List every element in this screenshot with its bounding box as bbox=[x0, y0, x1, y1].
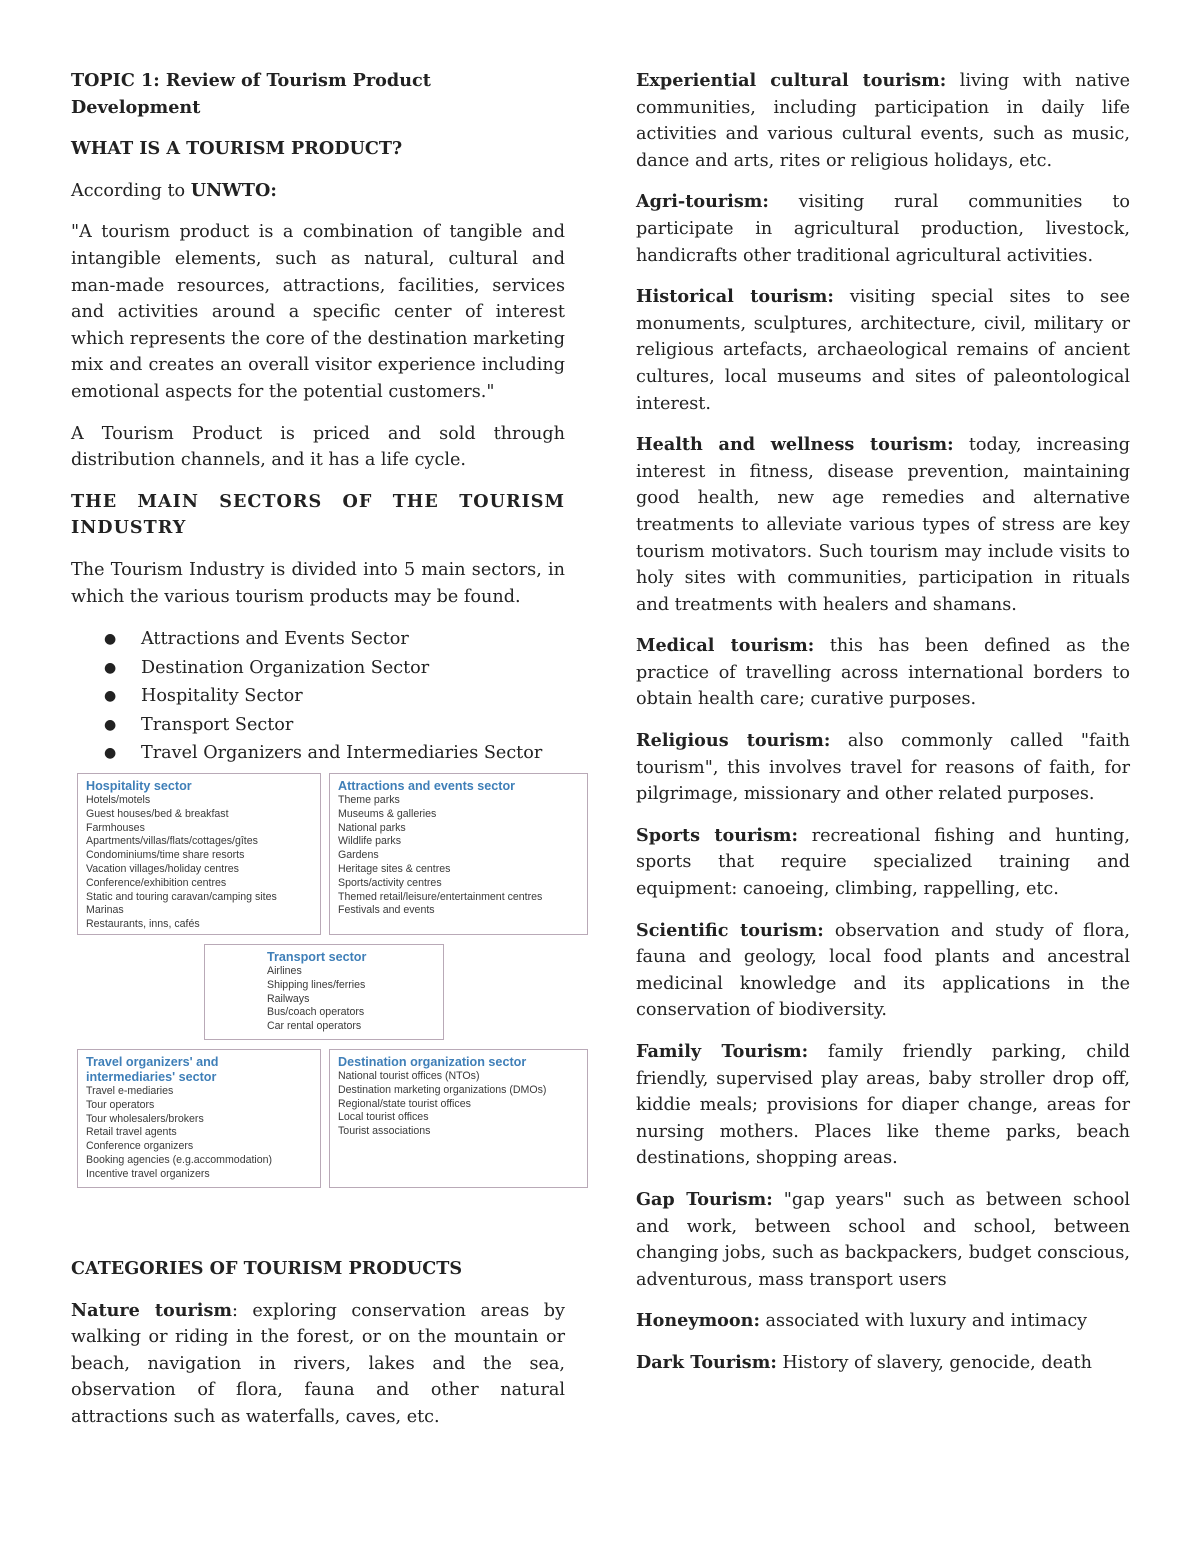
right-column bbox=[636, 68, 1130, 1392]
category-entry bbox=[636, 728, 1130, 808]
box-item: Tour wholesalers/brokers bbox=[86, 1112, 204, 1125]
left-column bbox=[71, 68, 565, 768]
category-desc: History of slavery, genocide, death bbox=[776, 1352, 1092, 1373]
category-entry bbox=[636, 68, 1130, 174]
according-org: UNWTO: bbox=[190, 179, 277, 201]
box-item: Retail travel agents bbox=[86, 1126, 177, 1139]
sectors-heading: THE MAIN SECTORS OF THE TOURISM INDUSTRY bbox=[71, 490, 565, 539]
category-desc: associated with luxury and intimacy bbox=[759, 1311, 1088, 1332]
box-item: Wildlife parks bbox=[338, 835, 401, 848]
box-item: Hotels/motels bbox=[86, 794, 151, 806]
box-item: Bus/coach operators bbox=[267, 1006, 365, 1019]
category-desc: living with native communities, including participation in daily life activities and various cultural events, such as music, dance and arts, rites or religious holidays, etc. bbox=[636, 71, 1130, 171]
sector-label: Destination Organization Sector bbox=[141, 657, 430, 678]
category-term: Scientific tourism: bbox=[636, 919, 824, 941]
box-item: Festivals and events bbox=[338, 904, 435, 917]
category-desc: visiting rural communities to participate in agricultural production, livestock, handicrafts other traditional agricultural activities. bbox=[636, 192, 1130, 266]
category-entry bbox=[636, 1350, 1130, 1377]
bullet-icon: ● bbox=[104, 631, 117, 648]
box-item: Conference/exhibition centres bbox=[86, 876, 227, 889]
topic-title: TOPIC 1: Review of Tourism Product Development bbox=[71, 70, 431, 118]
box-item: Guest houses/bed & breakfast bbox=[86, 807, 229, 820]
category-term: Health and wellness tourism: bbox=[636, 434, 954, 456]
box-item: Theme parks bbox=[338, 794, 400, 806]
box-item: National parks bbox=[338, 821, 406, 834]
box-item: Travel e-mediaries bbox=[86, 1085, 174, 1097]
box-item: Tourist associations bbox=[338, 1125, 431, 1138]
sector-label: Hospitality Sector bbox=[141, 686, 303, 707]
box-title: Attractions and events sector bbox=[338, 779, 516, 793]
box-item: Conference organizers bbox=[86, 1140, 194, 1153]
box-item: Incentive travel organizers bbox=[86, 1167, 210, 1180]
list-item bbox=[71, 711, 565, 740]
according-line bbox=[71, 178, 565, 205]
box-item: Destination marketing organizations (DMOs) bbox=[338, 1083, 547, 1096]
according-prefix: According to bbox=[71, 180, 191, 201]
box-item: Car rental operators bbox=[267, 1020, 362, 1033]
box-item: National tourist offices (NTOs) bbox=[338, 1070, 480, 1082]
sectors-diagram bbox=[77, 773, 589, 1189]
category-term: Sports tourism: bbox=[636, 824, 798, 846]
bullet-icon: ● bbox=[104, 745, 117, 762]
category-term: Gap Tourism: bbox=[636, 1188, 773, 1210]
category-entry bbox=[636, 1308, 1130, 1335]
box-item: Themed retail/leisure/entertainment centres bbox=[338, 890, 543, 903]
list-item bbox=[71, 739, 565, 768]
category-entry bbox=[636, 823, 1130, 903]
box-item: Local tourist offices bbox=[338, 1111, 429, 1124]
definition-quote: "A tourism product is a combination of tangible and intangible elements, such as natural, cultural and man-made resources, attractions, facilities, services and activities around a specific center of interest which represents the core of the destination marketing mix and creates an overall visitor experience including emotional aspects for the potential customers." bbox=[71, 222, 565, 402]
category-term: Experiential cultural tourism: bbox=[636, 70, 947, 91]
sectors-list bbox=[71, 625, 565, 768]
category-entry bbox=[636, 1187, 1130, 1293]
category-term: Dark Tourism: bbox=[636, 1351, 777, 1373]
box-title: Destination organization sector bbox=[338, 1055, 527, 1069]
category-desc: : exploring conservation areas by walking or riding in the forest, or on the mountain or beach, navigation in rivers, lakes and the sea, observation of flora, fauna and other natural attractions such as waterfalls, caves, etc. bbox=[71, 1300, 565, 1427]
category-term: Agri-tourism: bbox=[636, 191, 769, 213]
box-title: Travel organizers' and bbox=[86, 1055, 219, 1069]
category-term: Religious tourism: bbox=[636, 730, 831, 752]
category-term: Nature tourism bbox=[71, 1299, 232, 1321]
category-desc: visiting special sites to see monuments, sculptures, architecture, civil, military or religious artefacts, archaeological remains of ancient cultures, local museums and sites of paleontological interest. bbox=[636, 287, 1130, 414]
attractions-sector-box bbox=[329, 773, 588, 935]
hospitality-sector-box bbox=[77, 773, 321, 935]
category-term: Honeymoon: bbox=[636, 1310, 760, 1332]
category-desc: this has been defined as the practice of travelling across international borders to obtain health care; curative purposes. bbox=[636, 636, 1131, 710]
box-title: intermediaries' sector bbox=[86, 1070, 217, 1084]
category-entry bbox=[636, 1039, 1130, 1172]
box-item: Gardens bbox=[338, 849, 379, 862]
bullet-icon: ● bbox=[104, 716, 117, 733]
destination-sector-box bbox=[329, 1049, 588, 1188]
category-desc: recreational fishing and hunting, sports that require specialized training and equipment: canoeing, climbing, rappelling, etc. bbox=[636, 825, 1130, 900]
category-entry bbox=[636, 633, 1130, 713]
box-item: Museums & galleries bbox=[338, 807, 437, 820]
bullet-icon: ● bbox=[104, 659, 117, 676]
box-item: Tour operators bbox=[86, 1098, 155, 1111]
category-entry bbox=[636, 189, 1130, 269]
travel-organizers-sector-box bbox=[77, 1049, 321, 1188]
box-item: Shipping lines/ferries bbox=[267, 978, 366, 991]
category-entry bbox=[636, 284, 1130, 417]
list-item bbox=[71, 654, 565, 683]
category-entry bbox=[636, 432, 1130, 618]
priced-paragraph: A Tourism Product is priced and sold through distribution channels, and it has a life cycle. bbox=[71, 423, 565, 471]
category-desc: family friendly parking, child friendly, supervised play areas, baby stroller drop off, kiddie meals; provisions for diaper change, areas for nursing mothers. Places like theme parks, beach destinations, shopping areas. bbox=[636, 1042, 1130, 1169]
box-item: Marinas bbox=[86, 904, 124, 917]
list-item bbox=[71, 625, 565, 654]
box-item: Airlines bbox=[267, 965, 302, 977]
category-term: Family Tourism: bbox=[636, 1041, 809, 1062]
category-desc: today, increasing interest in fitness, disease prevention, maintaining good health, new age remedies and alternative treatments to alleviate various types of stress are key tourism motivators. Such tourism may include visits to holy sites with communities, participation in rituals and treatments with healers and shamans. bbox=[636, 435, 1130, 615]
box-item: Sports/activity centres bbox=[338, 876, 442, 889]
category-term: Historical tourism: bbox=[636, 286, 834, 308]
sectors-intro: The Tourism Industry is divided into 5 main sectors, in which the various tourism products may be found. bbox=[71, 559, 565, 607]
category-desc: also commonly called "faith tourism", this involves travel for reasons of faith, for pilgrimage, missionary and other related purposes. bbox=[636, 731, 1130, 805]
transport-sector-box bbox=[204, 944, 444, 1040]
category-desc: "gap years" such as between school and work, between school and school, between changing jobs, such as backpackers, budget conscious, adventurous, mass transport users bbox=[636, 1189, 1130, 1290]
category-term: Medical tourism: bbox=[636, 635, 815, 657]
bullet-icon: ● bbox=[104, 688, 117, 705]
sector-label: Travel Organizers and Intermediaries Sector bbox=[141, 743, 543, 764]
list-item bbox=[71, 682, 565, 711]
what-heading: WHAT IS A TOURISM PRODUCT? bbox=[71, 138, 403, 160]
box-title: Hospitality sector bbox=[86, 779, 192, 793]
categories-heading: CATEGORIES OF TOURISM PRODUCTS bbox=[71, 1258, 463, 1279]
box-item: Railways bbox=[267, 992, 310, 1005]
box-item: Vacation villages/holiday centres bbox=[86, 862, 239, 875]
box-item: Condominiums/time share resorts bbox=[86, 849, 245, 862]
box-item: Heritage sites & centres bbox=[338, 862, 451, 875]
box-item: Booking agencies (e.g.accommodation) bbox=[86, 1153, 273, 1166]
nature-tourism-paragraph bbox=[71, 1298, 565, 1431]
sector-label: Attractions and Events Sector bbox=[141, 629, 409, 650]
box-title: Transport sector bbox=[267, 950, 367, 964]
box-item: Apartments/villas/flats/cottages/gîtes bbox=[86, 835, 258, 848]
categories-section bbox=[71, 1256, 565, 1446]
category-desc: observation and study of flora, fauna and geology, local food plants and ancestral medicinal knowledge and its applications in the conservation of biodiversity. bbox=[636, 920, 1130, 1021]
box-item: Static and touring caravan/camping sites bbox=[86, 890, 277, 903]
sector-label: Transport Sector bbox=[141, 714, 294, 735]
box-item: Farmhouses bbox=[86, 821, 145, 834]
box-item: Regional/state tourist offices bbox=[338, 1097, 471, 1110]
box-item: Restaurants, inns, cafés bbox=[86, 918, 200, 931]
category-entry bbox=[636, 918, 1130, 1024]
